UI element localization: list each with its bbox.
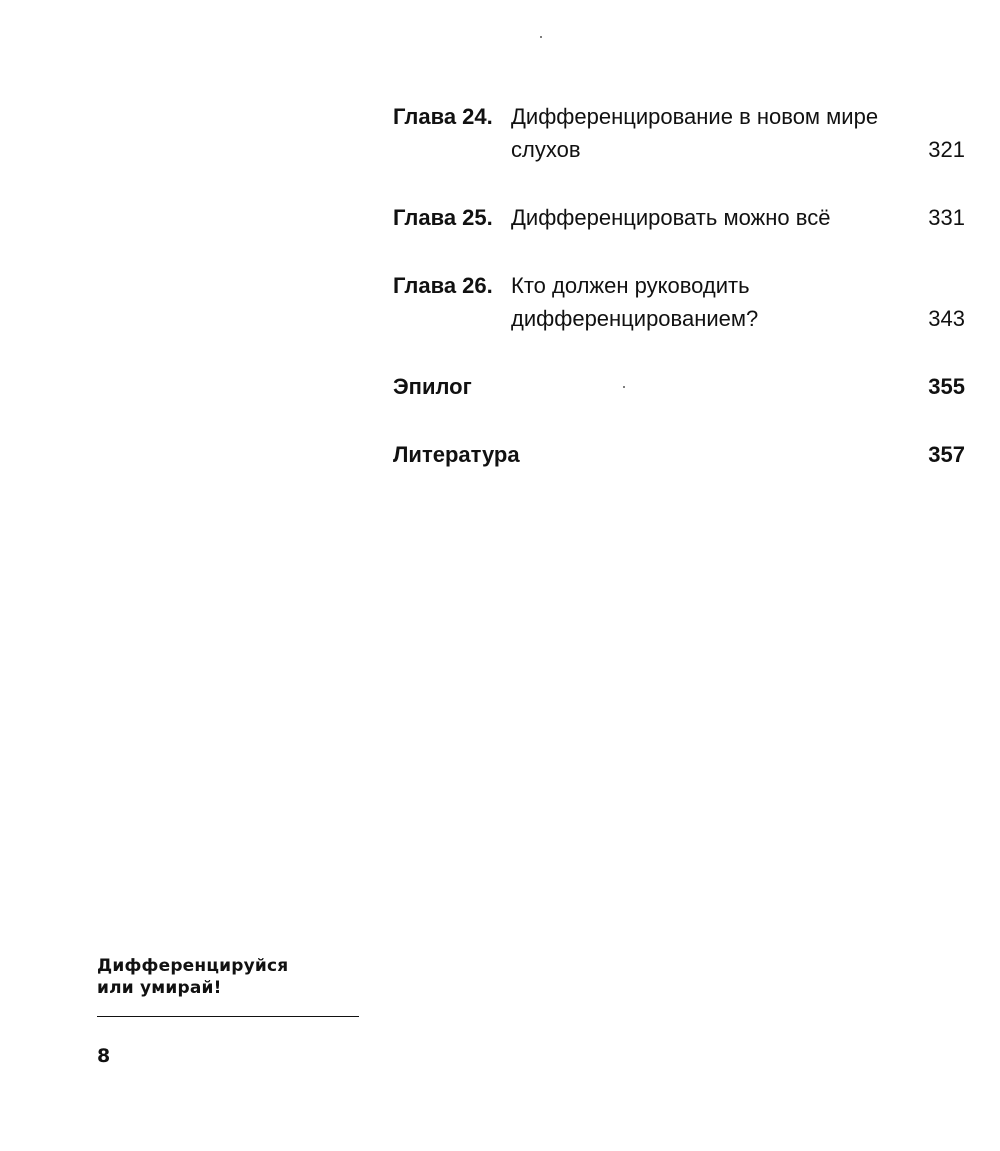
book-title	[97, 955, 359, 999]
chapter-label: Глава 24.	[393, 104, 493, 129]
chapter-title-line: Кто должен руководить	[511, 273, 750, 298]
section-page-number: 355	[928, 374, 965, 399]
running-footer	[97, 955, 359, 1067]
chapter-title-line: слухов	[511, 137, 581, 162]
chapter-page-number: 321	[928, 137, 965, 162]
toc-entry-literature[interactable]	[393, 438, 965, 471]
chapter-title	[511, 201, 925, 234]
chapter-page-number: 331	[928, 205, 965, 230]
section-label: Эпилог	[393, 374, 472, 399]
chapter-label: Глава 26.	[393, 273, 493, 298]
toc-entry-chapter-26[interactable]	[393, 269, 965, 335]
section-label: Литература	[393, 442, 520, 467]
footer-divider	[97, 1016, 359, 1017]
book-title-line: Дифференцируйся	[97, 956, 289, 976]
chapter-title-line: Дифференцировать можно всё	[511, 205, 831, 230]
toc-entry-epilogue[interactable]	[393, 370, 965, 403]
section-page-number: 357	[928, 442, 965, 467]
chapter-title-line: дифференцированием?	[511, 306, 759, 331]
table-of-contents	[393, 100, 965, 506]
chapter-label: Глава 25.	[393, 205, 493, 230]
chapter-page-number: 343	[928, 306, 965, 331]
chapter-title	[511, 269, 925, 335]
toc-entry-chapter-25[interactable]	[393, 201, 965, 234]
book-title-line: или умирай!	[97, 978, 222, 998]
page-number: 8	[97, 1045, 111, 1067]
chapter-title	[511, 100, 925, 166]
chapter-title-line: Дифференцирование в новом мире	[511, 104, 879, 129]
scan-speck	[540, 36, 542, 38]
toc-entry-chapter-24[interactable]	[393, 100, 965, 166]
